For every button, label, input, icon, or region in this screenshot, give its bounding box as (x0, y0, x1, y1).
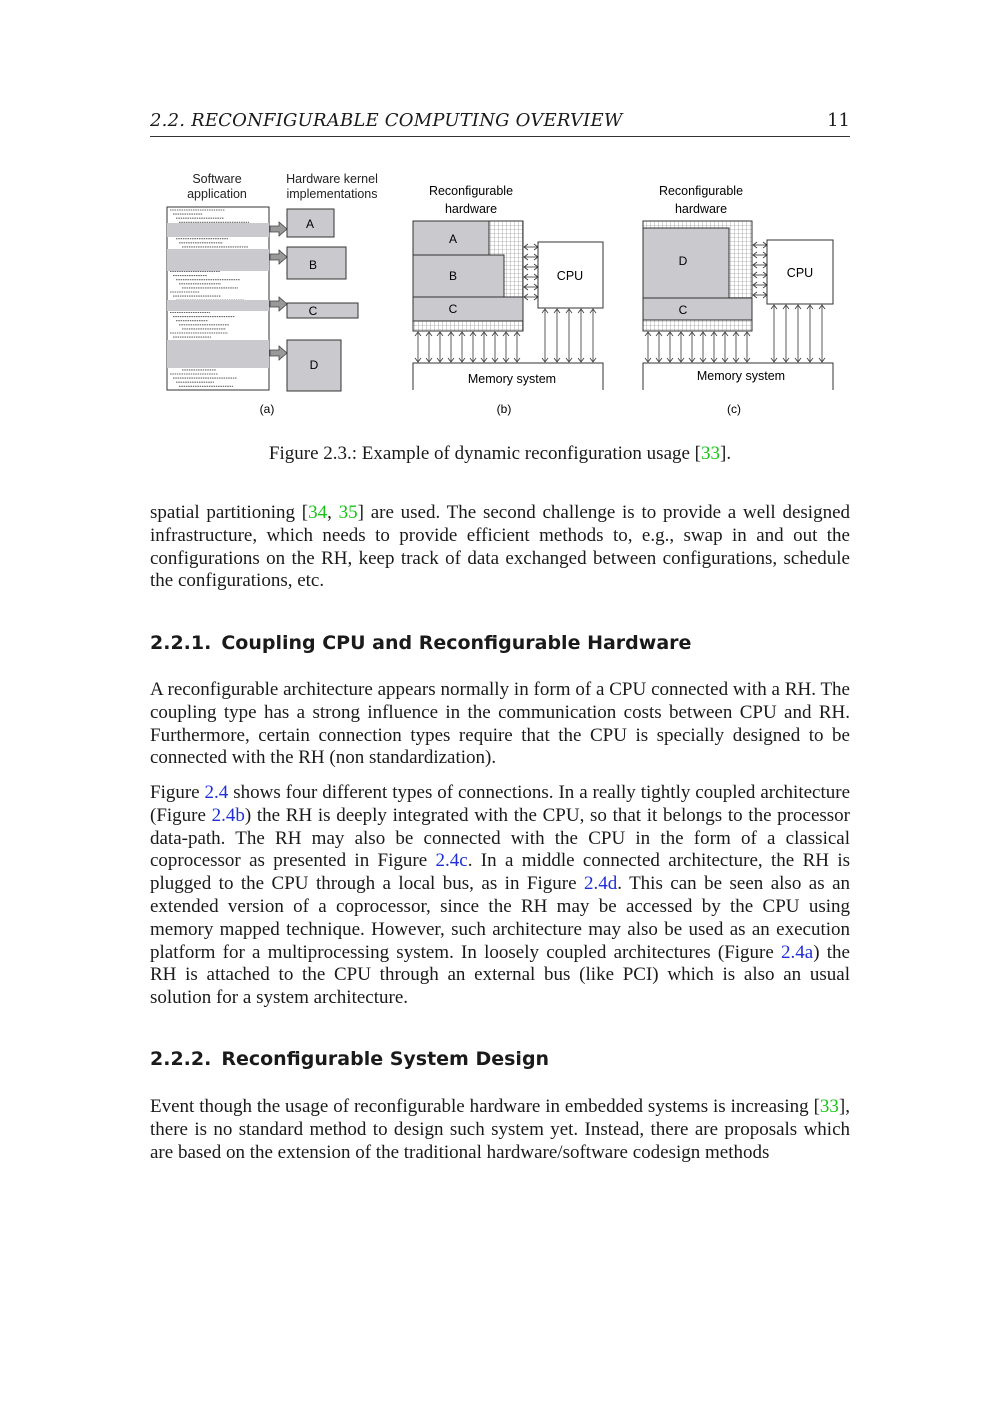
arrow-d-icon (270, 346, 287, 360)
panel-c-memory-label: Memory system (696, 369, 786, 383)
hardware-label-line1: Hardware kernel (286, 172, 378, 186)
text: . In a middle connected architecture, the RH is plugged to the CPU through a local bus, as in Figure (150, 850, 850, 895)
text: ], there is no standard method to design such system yet. Instead, there are proposals which are based on the extension of the traditional hardware/software codesign methods (150, 1096, 850, 1163)
text: Figure (150, 782, 205, 803)
panel-b (413, 184, 603, 416)
text: ) the RH is deeply integrated with the CPU, so that it belongs to the processor data-path. The RH may also be connected with the CPU in the form of a classical coprocessor as presented in Figure (150, 804, 850, 872)
figure-2-3 (150, 165, 850, 430)
kernel-region-d (167, 340, 269, 368)
citation-link[interactable]: 34 (308, 502, 328, 523)
panel-c-region-d-label: D (678, 254, 688, 268)
panel-b-rh-cpu-arrows (524, 244, 538, 300)
text: ) the RH is attached to the CPU through an external bus (like PCI) which is also an usual solution for a system architecture. (150, 941, 850, 1009)
hardware-label-line2: implementations (286, 187, 378, 201)
text: . This can be seen also as an extended version of a coprocessor, since the RH may be accessed by the CPU using memory mapped technique. However, such architecture may also be used as an execution platform for a multiprocessing system. In loosely coupled architectures (Figure (150, 873, 850, 963)
panel-a (167, 172, 378, 416)
panel-c (643, 184, 833, 416)
text: spatial partitioning [ (150, 502, 309, 523)
panel-b-memory-label: Memory system (467, 372, 557, 386)
panel-b-title-line2: hardware (444, 202, 498, 216)
panel-b-region-c (413, 297, 523, 321)
figure-caption (150, 443, 850, 465)
panel-b-region-c-label: C (448, 302, 458, 316)
panel-c-cpu-label: CPU (786, 266, 814, 280)
kernel-region-b (167, 249, 269, 271)
kernel-c-box (287, 303, 358, 318)
kernel-b-label: B (308, 258, 318, 272)
caption-citation-link[interactable]: 33 (701, 443, 721, 464)
text: , (327, 502, 339, 523)
panel-c-region-c-label: C (678, 303, 688, 317)
arrow-b-icon (270, 250, 287, 264)
text: ] are used. The second challenge is to provide a well designed infrastructure, which needs to provide efficient methods to, e.g., swap in and out the configurations on the RH, keep track of data exchanged between configurations, schedule the configurations, etc. (150, 502, 851, 592)
section-title: Reconfigurable System Design (221, 1048, 550, 1070)
header-title: 2.2. RECONFIGURABLE COMPUTING OVERVIEW (150, 110, 623, 131)
panel-c-rh-cpu-arrows (753, 242, 767, 298)
software-label-line2: application (187, 187, 247, 201)
panel-b-label: (b) (496, 402, 512, 416)
figure-ref-link[interactable]: 2.4c (435, 850, 468, 872)
reconfiguration-diagram (150, 165, 850, 430)
caption-prefix: Figure 2.3.: Example of dynamic reconfiguration usage [ (268, 443, 702, 464)
section-heading-2-2-1 (150, 632, 691, 654)
panel-c-title-line2: hardware (674, 202, 728, 216)
section-number: 2.2.1. (150, 632, 212, 654)
running-header (150, 110, 850, 137)
paragraph-3 (150, 782, 850, 1010)
citation-link[interactable]: 33 (819, 1096, 839, 1117)
panel-b-region-b (413, 255, 504, 297)
figure-ref-link[interactable]: 2.4b (211, 804, 245, 826)
panel-c-title-line1: Reconfigurable (658, 184, 744, 198)
figure-ref-link[interactable]: 2.4d (583, 873, 618, 895)
software-label-line1: Software (192, 172, 242, 186)
arrow-a-icon (270, 222, 287, 236)
paragraph-1 (150, 502, 850, 593)
paragraph-2: A reconfigurable architecture appears normally in form of a CPU connected with a RH. The coupling type has a strong influence in the communication costs between CPU and RH. Furthermore, certain connection types require that the CPU is specially designed to be connected with the RH (non standardization). (150, 679, 850, 769)
panel-b-cpu-label: CPU (556, 269, 584, 283)
panel-b-title-line1: Reconfigurable (428, 184, 514, 198)
panel-a-label: (a) (259, 402, 275, 416)
figure-ref-link[interactable]: 2.4a (781, 941, 814, 963)
text: shows four different types of connections. In a really tightly coupled architecture (Figure (150, 782, 851, 826)
citation-link[interactable]: 35 (338, 502, 358, 523)
section-title: Coupling CPU and Reconfigurable Hardware (221, 632, 692, 654)
kernel-region-c (167, 300, 269, 311)
page-number: 11 (827, 110, 850, 131)
panel-b-region-b-label: B (448, 269, 458, 283)
kernel-region-a (167, 223, 269, 237)
text: Event though the usage of reconfigurable hardware in embedded systems is increasing [ (150, 1096, 820, 1117)
panel-c-region-c (643, 298, 752, 320)
paragraph-4 (150, 1096, 850, 1164)
section-heading-2-2-2 (150, 1048, 549, 1070)
section-number: 2.2.2. (150, 1048, 212, 1070)
arrow-c-icon (270, 297, 287, 311)
panel-b-region-a-label: A (448, 232, 458, 246)
kernel-a-label: A (305, 217, 315, 231)
figure-ref-link[interactable]: 2.4 (204, 782, 229, 803)
kernel-d-label: D (309, 358, 319, 372)
panel-c-label: (c) (727, 402, 741, 416)
caption-suffix: ]. (720, 443, 732, 464)
kernel-c-label: C (308, 304, 318, 318)
